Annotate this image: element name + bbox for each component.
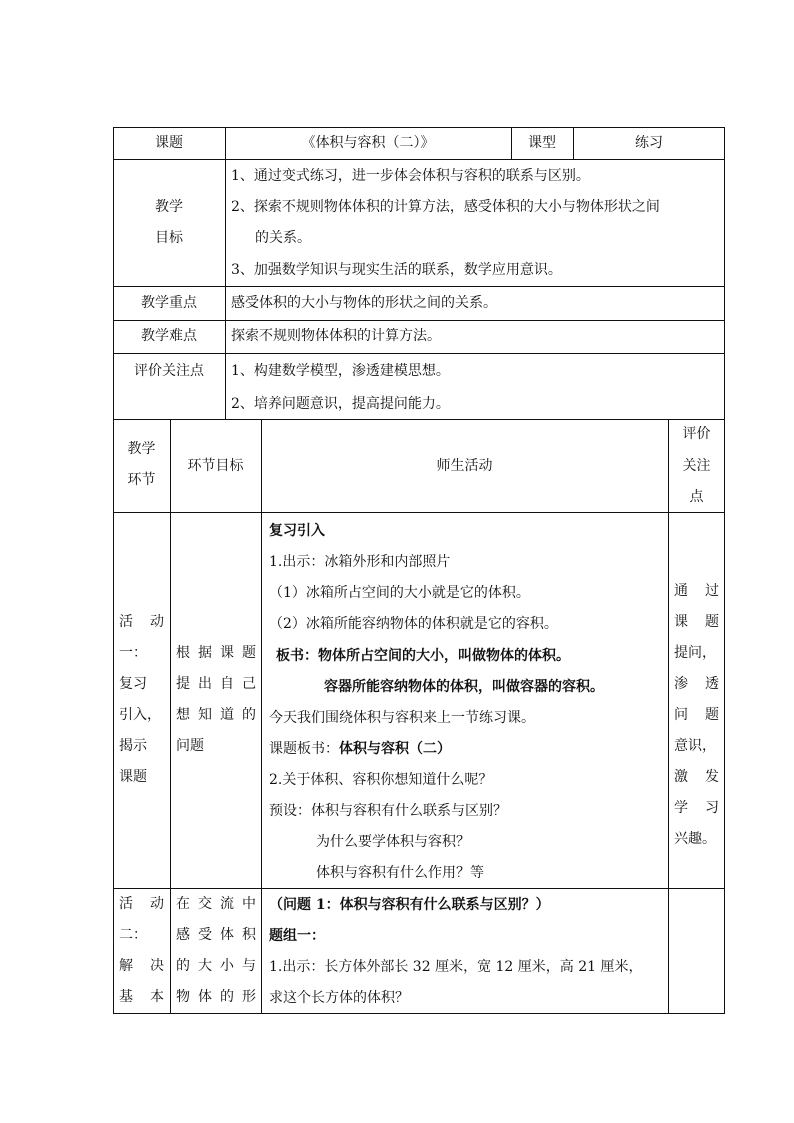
activity2-line: 求这个长方体的体积？ (269, 990, 409, 1006)
activity1-line: 体积与容积有什么作用？等 (316, 865, 484, 881)
evaluation-focus-item: 1、构建数学模型，渗透建模思想。 (231, 363, 450, 379)
row-divider (113, 286, 725, 287)
activity1-evaluation (674, 576, 719, 855)
goal-line: 提 出 自 己 (176, 676, 256, 692)
stage-line: 二： (119, 927, 147, 943)
title-value: 体积与容积（二） (339, 741, 451, 757)
topic-label: 课题 (155, 135, 183, 151)
activity2-group: 题组一： (269, 928, 325, 944)
stage-line: 引入， (119, 707, 161, 723)
header-stage-line2: 环节 (127, 472, 156, 488)
col-divider (668, 419, 669, 1014)
activity1-line: （2）冰箱所能容纳物体的体积就是它的容积。 (269, 616, 558, 632)
evaluation-focus-item: 2、培养问题意识，提高提问能力。 (231, 396, 450, 412)
evaluation-line: 意识， (674, 738, 716, 754)
stage-line: 课题 (119, 769, 147, 785)
goal-line: 物 体 的 形 (176, 989, 256, 1005)
col-divider (261, 419, 262, 1014)
activity1-line: 预设：体积与容积有什么联系与区别？ (269, 803, 507, 819)
activity1-line: （1）冰箱所占空间的大小就是它的体积。 (269, 585, 530, 601)
evaluation-focus-label: 评价关注点 (134, 363, 204, 379)
activity1-line: 为什么要学体积与容积？ (316, 834, 470, 850)
row-divider (113, 353, 725, 354)
row-divider (113, 159, 725, 160)
objective-item: 3、加强数学知识与现实生活的联系，数学应用意识。 (231, 262, 562, 278)
activity2-stage (119, 889, 164, 1013)
evaluation-line: 通 过 (674, 583, 719, 599)
objective-item: 的关系。 (255, 230, 311, 246)
col-divider (225, 127, 226, 419)
stage-line: 复习 (119, 676, 147, 692)
stage-line: 基 本 (119, 989, 164, 1005)
col-divider (170, 419, 171, 1014)
row-divider (113, 419, 725, 420)
stage-line: 活 动 (119, 614, 164, 630)
evaluation-line: 问 题 (674, 707, 719, 723)
key-point-label: 教学重点 (141, 295, 197, 311)
activity1-line: 1.出示：冰箱外形和内部照片 (269, 554, 451, 570)
goal-line: 的 大 小 与 (176, 958, 256, 974)
difficulty-label: 教学难点 (141, 328, 197, 344)
header-stage-line1: 教学 (127, 441, 156, 457)
header-evaluation-line1: 评价 (682, 426, 711, 442)
board-line: 物体所占空间的大小，叫做物体的体积。 (318, 648, 570, 664)
goal-line: 根 据 课 题 (176, 645, 256, 661)
goal-line: 想 知 道 的 (176, 707, 256, 723)
topic-value: 《体积与容积（二）》 (301, 135, 435, 151)
objectives-label-line1: 教学 (155, 199, 183, 215)
goal-line: 问题 (176, 738, 204, 754)
row-divider (113, 320, 725, 321)
board-label: 板书： (276, 648, 318, 664)
key-point-value: 感受体积的大小与物体的形状之间的关系。 (231, 295, 497, 311)
evaluation-line: 激 发 (674, 769, 719, 785)
header-evaluation-line2: 关注 (682, 458, 711, 474)
activity1-line: 今天我们围绕体积与容积来上一节练习课。 (269, 710, 535, 726)
objectives-label-line2: 目标 (155, 230, 183, 246)
row-divider (113, 512, 725, 513)
stage-line: 揭示 (119, 738, 147, 754)
activity1-line: 2.关于体积、容积你想知道什么呢？ (269, 772, 493, 788)
stage-line: 活 动 (119, 896, 164, 912)
activity2-line: 1.出示：长方体外部长 32 厘米，宽 12 厘米，高 21 厘米， (269, 959, 643, 975)
type-label: 课型 (528, 135, 556, 151)
title-label: 课题板书： (269, 741, 339, 757)
board-line: 容器所能容纳物体的体积，叫做容器的容积。 (324, 679, 604, 695)
goal-line: 感 受 体 积 (176, 927, 256, 943)
header-evaluation-line3: 点 (689, 489, 704, 505)
evaluation-line: 兴趣。 (674, 831, 716, 847)
header-goal: 环节目标 (187, 458, 244, 474)
evaluation-line: 渗 透 (674, 676, 719, 692)
difficulty-value: 探索不规则物体体积的计算方法。 (231, 328, 441, 344)
type-value: 练习 (635, 135, 663, 151)
header-activities: 师生活动 (436, 458, 493, 474)
objective-item: 1、通过变式练习，进一步体会体积与容积的联系与区别。 (231, 168, 590, 184)
activity1-goal (176, 638, 256, 762)
stage-line: 一： (119, 645, 147, 661)
activity1-stage (119, 607, 164, 793)
evaluation-line: 课 题 (674, 614, 719, 630)
stage-line: 解 决 (119, 958, 164, 974)
evaluation-line: 提问， (674, 645, 716, 661)
activity2-question: （问题 1：体积与容积有什么联系与区别？） (269, 897, 550, 913)
activity1-heading: 复习引入 (269, 523, 325, 539)
evaluation-line: 学 习 (674, 800, 719, 816)
goal-line: 在 交 流 中 (176, 896, 256, 912)
objective-item: 2、探索不规则物体体积的计算方法，感受体积的大小与物体形状之间 (231, 199, 660, 215)
activity2-goal (176, 889, 256, 1013)
